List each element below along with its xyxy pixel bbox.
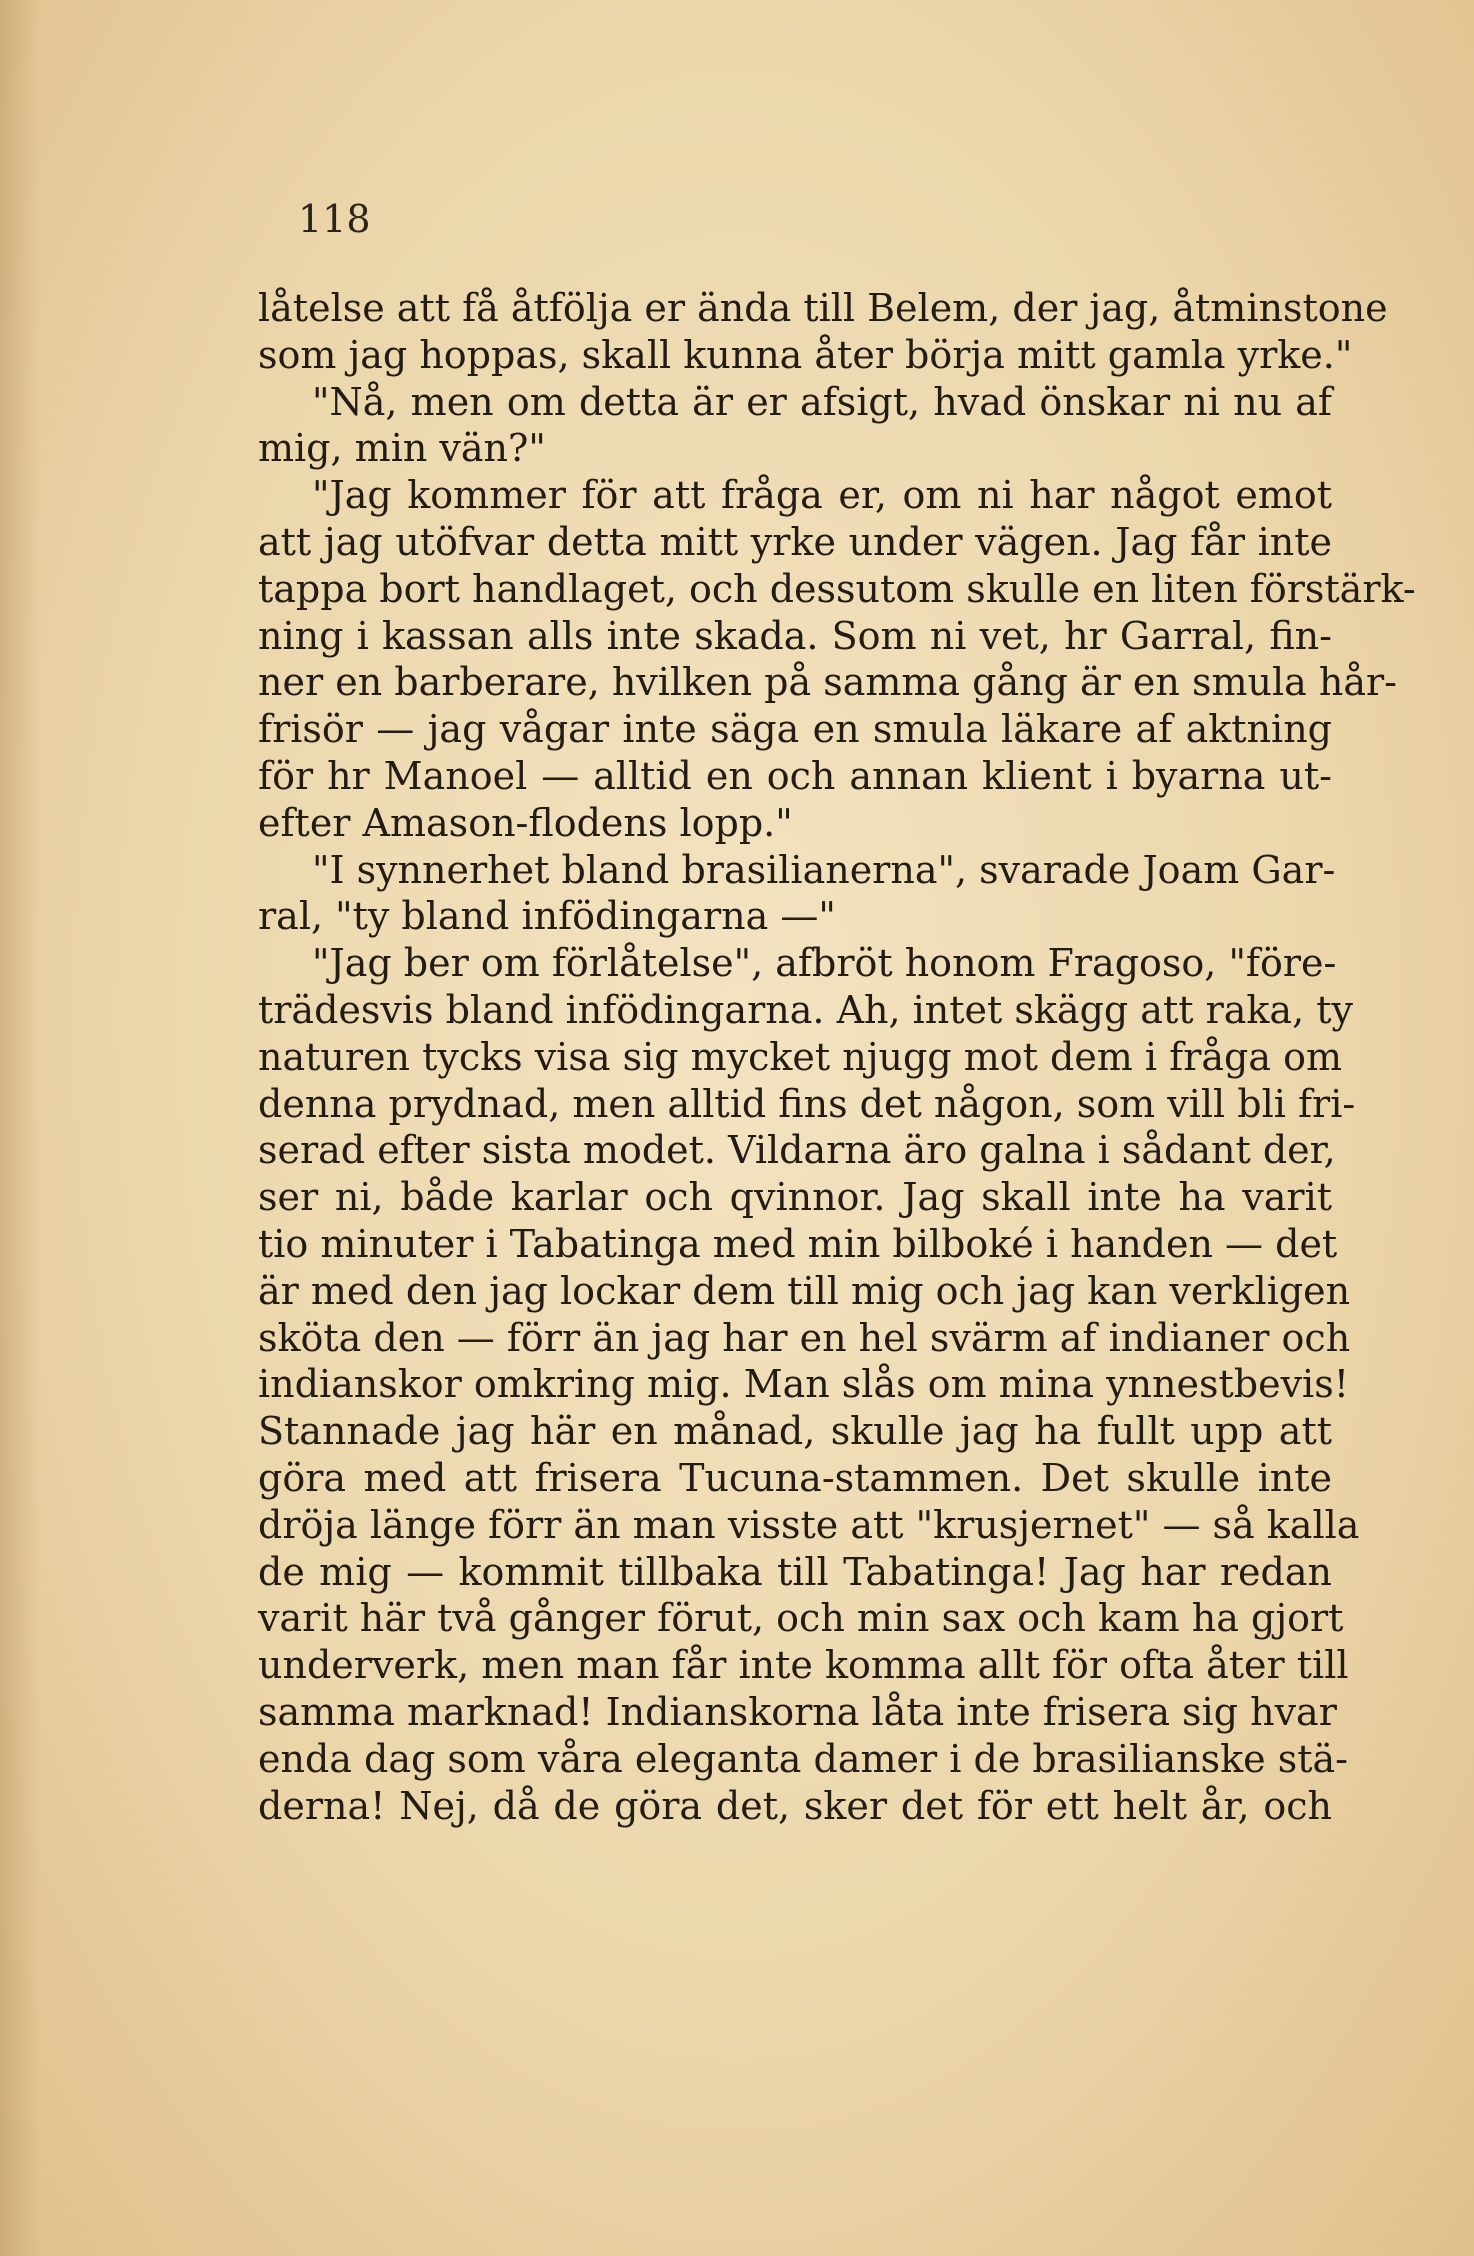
text-line: trädesvis bland infödingarna. Ah, intet skägg att raka, ty [258,987,1353,1032]
text-line: dröja länge förr än man visste att "krusjernet" — så kalla [258,1502,1360,1547]
text-line: göra med att frisera Tucuna-stammen. Det skulle inte [258,1455,1332,1500]
text-line: serad efter sista modet. Vildarna äro galna i sådant der, [258,1128,1336,1173]
text-line: mig, min vän?" [258,426,546,471]
text-line: "I synnerhet bland brasilianerna", svarade Joam Gar- [312,847,1336,892]
text-line: underverk, men man får inte komma allt för ofta åter till [258,1643,1349,1688]
page-edge-shadow [0,0,40,2256]
text-line: ner en barberare, hvilken på samma gång är en smula hår- [258,660,1397,705]
text-line: låtelse att få åtfölja er ända till Belem, der jag, åtminstone [258,286,1388,330]
text-line: är med den jag lockar dem till mig och jag kan verkligen [258,1268,1351,1313]
text-line: indianskor omkring mig. Man slås om mina ynnestbevis! [258,1362,1349,1407]
text-line: att jag utöfvar detta mitt yrke under vägen. Jag får inte [258,519,1332,564]
text-line: "Jag ber om förlåtelse", afbröt honom Fragoso, "före- [312,941,1337,986]
body-text [258,285,1416,1829]
text-line: sköta den — förr än jag har en hel svärm af indianer och [258,1315,1351,1360]
text-line: de mig — kommit tillbaka till Tabatinga! Jag har redan [258,1549,1332,1594]
text-line: samma marknad! Indianskorna låta inte frisera sig hvar [258,1689,1337,1734]
text-line: ning i kassan alls inte skada. Som ni vet, hr Garral, fin- [258,613,1332,658]
text-line: "Nå, men om detta är er afsigt, hvad önskar ni nu af [312,379,1332,424]
text-line: naturen tycks visa sig mycket njugg mot dem i fråga om [258,1034,1343,1079]
text-line: efter Amason-flodens lopp." [258,800,793,845]
page-number: 118 [298,197,371,241]
text-line: frisör — jag vågar inte säga en smula läkare af aktning [258,707,1332,752]
text-line: Stannade jag här en månad, skulle jag ha fullt upp att [258,1409,1332,1454]
text-line: ser ni, både karlar och qvinnor. Jag skall inte ha varit [258,1175,1332,1220]
text-line: ral, "ty bland infödingarna —" [258,894,836,939]
text-line: för hr Manoel — alltid en och annan klient i byarna ut- [258,753,1332,798]
text-line: som jag hoppas, skall kunna åter börja mitt gamla yrke." [258,332,1353,377]
text-line: tappa bort handlaget, och dessutom skulle en liten förstärk- [258,566,1416,611]
text-line: "Jag kommer för att fråga er, om ni har något emot [312,473,1332,518]
text-line: denna prydnad, men alltid fins det någon, som vill bli fri- [258,1081,1356,1126]
text-line: enda dag som våra eleganta damer i de brasilianske stä- [258,1736,1348,1781]
text-line: derna! Nej, då de göra det, sker det för ett helt år, och [258,1783,1332,1828]
text-line: varit här två gånger förut, och min sax och kam ha gjort [258,1596,1344,1641]
text-line: tio minuter i Tabatinga med min bilboké i handen — det [258,1221,1338,1266]
